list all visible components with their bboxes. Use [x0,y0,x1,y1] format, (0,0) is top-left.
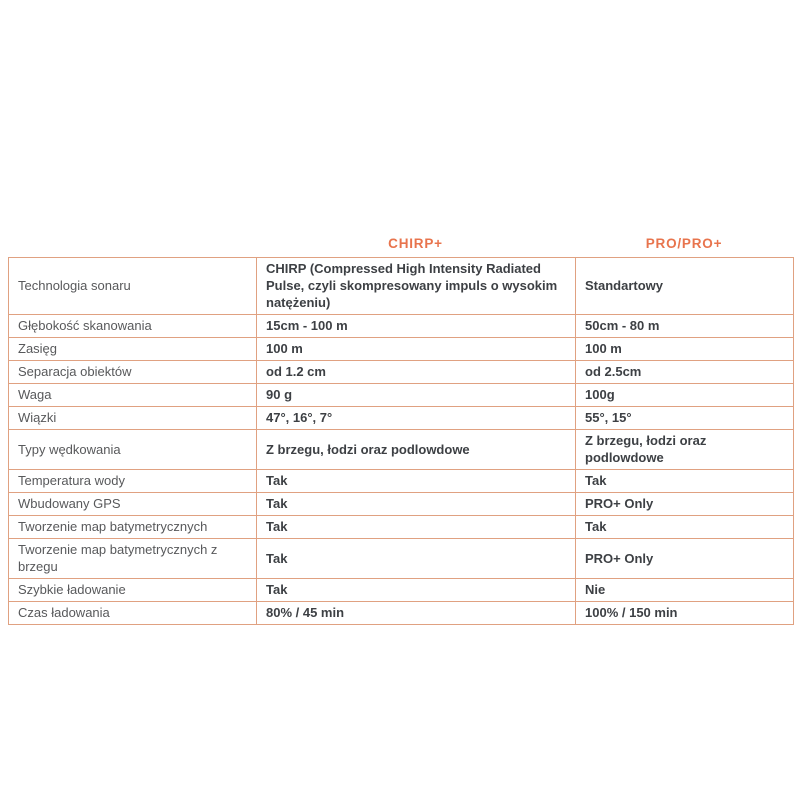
column-headers-row [8,236,793,251]
pro-pro-plus-value: 50cm - 80 m [576,315,794,338]
table-row [9,338,794,361]
feature-label: Technologia sonaru [9,258,257,315]
feature-label: Separacja obiektów [9,361,257,384]
feature-label: Tworzenie map batymetrycznych z brzegu [9,539,257,579]
feature-label: Głębokość skanowania [9,315,257,338]
table-row [9,602,794,625]
pro-pro-plus-value: 55°, 15° [576,407,794,430]
table-row [9,258,794,315]
chirp-plus-value: Z brzegu, łodzi oraz podlowdowe [257,430,576,470]
column-header-chirp-plus: CHIRP+ [388,236,443,251]
table-row [9,539,794,579]
feature-label: Wiązki [9,407,257,430]
feature-label: Tworzenie map batymetrycznych [9,516,257,539]
pro-pro-plus-value: Z brzegu, łodzi oraz podlowdowe [576,430,794,470]
table-row [9,430,794,470]
chirp-plus-value: Tak [257,516,576,539]
chirp-plus-value: 90 g [257,384,576,407]
feature-label: Zasięg [9,338,257,361]
pro-pro-plus-value: PRO+ Only [576,539,794,579]
chirp-plus-value: 47°, 16°, 7° [257,407,576,430]
chirp-plus-value: 100 m [257,338,576,361]
chirp-plus-value: CHIRP (Compressed High Intensity Radiated Pulse, czyli skompresowany impuls o wysokim natężeniu) [257,258,576,315]
table-row [9,361,794,384]
pro-pro-plus-value: 100 m [576,338,794,361]
pro-pro-plus-value: Nie [576,579,794,602]
pro-pro-plus-value: Tak [576,516,794,539]
table-row [9,493,794,516]
chirp-plus-value: Tak [257,539,576,579]
feature-label: Waga [9,384,257,407]
chirp-plus-value: 80% / 45 min [257,602,576,625]
feature-label: Typy wędkowania [9,430,257,470]
pro-pro-plus-value: od 2.5cm [576,361,794,384]
column-header-pro-pro-plus: PRO/PRO+ [645,236,723,251]
chirp-plus-value: od 1.2 cm [257,361,576,384]
spec-table-body [9,258,794,625]
chirp-plus-value: Tak [257,579,576,602]
pro-pro-plus-value: Tak [576,470,794,493]
feature-label: Czas ładowania [9,602,257,625]
chirp-plus-value: Tak [257,493,576,516]
pro-pro-plus-value: 100g [576,384,794,407]
table-row [9,384,794,407]
pro-pro-plus-value: Standartowy [576,258,794,315]
spec-comparison-table [8,257,794,625]
pro-pro-plus-value: PRO+ Only [576,493,794,516]
feature-label: Temperatura wody [9,470,257,493]
table-row [9,470,794,493]
table-row [9,407,794,430]
chirp-plus-value: 15cm - 100 m [257,315,576,338]
feature-label: Szybkie ładowanie [9,579,257,602]
pro-pro-plus-value: 100% / 150 min [576,602,794,625]
table-row [9,315,794,338]
chirp-plus-value: Tak [257,470,576,493]
table-row [9,579,794,602]
feature-label: Wbudowany GPS [9,493,257,516]
comparison-spec-block [8,236,793,625]
table-row [9,516,794,539]
